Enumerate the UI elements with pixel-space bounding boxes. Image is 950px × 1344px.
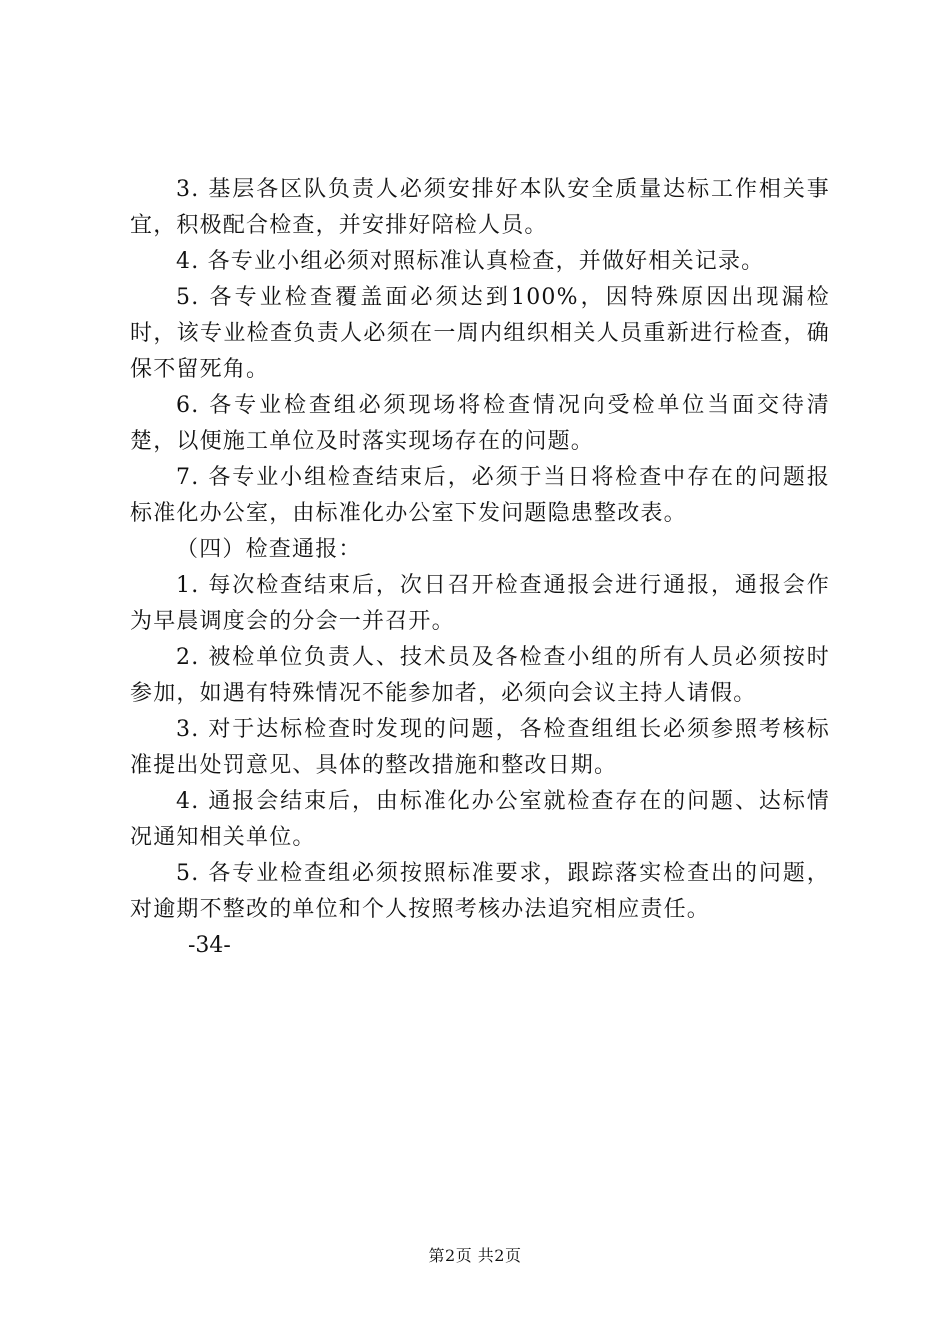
section-heading: （四）检查通报：	[176, 537, 362, 562]
paragraph: 3. 对于达标检查时发现的问题，各检查组组长必须参照考核标准提出处罚意见、具体的整改措施和整改日期。	[130, 717, 830, 778]
paragraph: 7. 各专业小组检查结束后，必须于当日将检查中存在的问题报标准化办公室，由标准化办公室下发问题隐患整改表。	[130, 465, 830, 526]
inline-page-number: -34-	[188, 933, 231, 958]
paragraph: 6. 各专业检查组必须现场将检查情况向受检单位当面交待清楚，以便施工单位及时落实现场存在的问题。	[130, 393, 830, 454]
paragraph: 5. 各专业检查组必须按照标准要求，跟踪落实检查出的问题，对逾期不整改的单位和个人按照考核办法追究相应责任。	[130, 861, 830, 922]
page-footer: 第2页 共2页	[428, 1246, 522, 1265]
paragraph: 1. 每次检查结束后，次日召开检查通报会进行通报，通报会作为早晨调度会的分会一并召开。	[130, 573, 830, 634]
paragraph: 5. 各专业检查覆盖面必须达到100%，因特殊原因出现漏检时，该专业检查负责人必须在一周内组织相关人员重新进行检查，确保不留死角。	[130, 285, 830, 382]
paragraph: 3. 基层各区队负责人必须安排好本队安全质量达标工作相关事宜，积极配合检查，并安排好陪检人员。	[130, 177, 830, 238]
paragraph: 4. 各专业小组必须对照标准认真检查，并做好相关记录。	[176, 249, 765, 274]
paragraph: 2. 被检单位负责人、技术员及各检查小组的所有人员必须按时参加，如遇有特殊情况不能参加者，必须向会议主持人请假。	[130, 645, 830, 706]
paragraph: 4. 通报会结束后，由标准化办公室就检查存在的问题、达标情况通知相关单位。	[130, 789, 830, 850]
document-body	[130, 172, 830, 964]
